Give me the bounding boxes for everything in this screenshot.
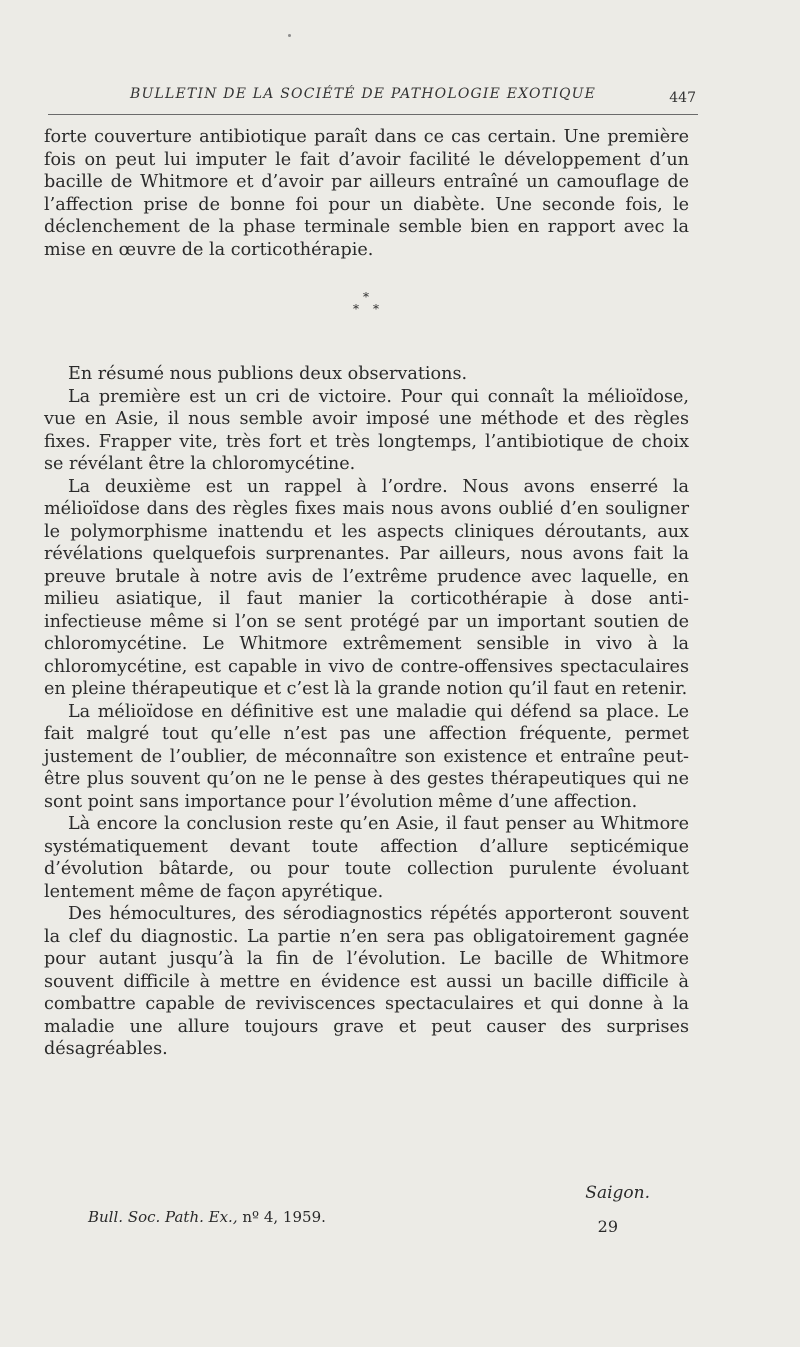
asterism-star-bottom-left: * xyxy=(353,302,359,316)
running-header xyxy=(48,82,698,115)
paragraph-conclusion: Là encore la conclusion reste qu’en Asie, il faut penser au Whitmore systématiquement devant toute affection d’allure septicémique d’évolution bâtarde, ou pour toute collection purulente évoluant lentement même de façon apyrétique. xyxy=(44,814,689,902)
paragraph-continuation: forte couverture antibiotique paraît dans ce cas certain. Une première fois on peut lui imputer le fait d’avoir facilité le développement d’un bacille de Whitmore et d’avoir par ailleurs entraîné un camouflage de l’affection prise de bonne foi pour un diabète. Une seconde fois, le déclenchement de la phase terminale semble bien en rapport avec la mise en œuvre de la corticothérapie. xyxy=(44,127,689,260)
citation-issue: nº 4, 1959. xyxy=(242,1208,326,1226)
asterism-star-top: * xyxy=(363,290,369,304)
paragraph-second-observation: La deuxième est un rappel à l’ordre. Nous avons enserré la mélioïdose dans des règles fixes mais nous avons oublié d’en souligner le polymorphisme inattendu et les aspects cliniques déroutants, aux révélations quelquefois surprenantes. Par ailleurs, nous avons fait la preuve brutale à notre avis de l’extrême prudence avec laquelle, en milieu asiatique, il faut manier la corticothérapie à dose anti-infectieuse même si l’on se sent protégé par un important soutien de chloromycétine. Le Whitmore extrêmement sensible in vivo à la chloromycétine, est capable in vivo de contre-offensives spectaculaires en pleine thérapeutique et c’est là la grande notion qu’il faut en retenir. xyxy=(44,476,689,699)
asterism-star-bottom-right: * xyxy=(373,302,379,316)
page-number: 447 xyxy=(669,90,696,106)
section-asterism xyxy=(44,290,689,345)
running-title: BULLETIN DE LA SOCIÉTÉ DE PATHOLOGIE EXOTIQUE xyxy=(130,86,597,102)
citation-journal: Bull. Soc. Path. Ex., xyxy=(88,1208,238,1226)
print-speck xyxy=(288,34,291,37)
paragraph-disease-definition: La mélioïdose en définitive est une maladie qui défend sa place. Le fait malgré tout qu’elle n’est pas une affection fréquente, permet justement de l’oublier, de méconnaître son existence et entraîne peut-être plus souvent qu’on ne le pense à des gestes thérapeutiques qui ne sont point sans importance pour l’évolution même d’une affection. xyxy=(44,701,689,812)
paragraph-diagnostics: Des hémocultures, des sérodiagnostics répétés apporteront souvent la clef du diagnostic. La partie n’en sera pas obligatoirement gagnée pour autant jusqu’à la fin de l’évolution. Le bacille de Whitmore souvent difficile à mettre en évidence est aussi un bacille difficile à combattre capable de reviviscences spectaculaires et qui donne à la maladie une allure toujours grave et peut causer des surprises désagréables. xyxy=(44,904,689,1059)
paragraph-first-observation: La première est un cri de victoire. Pour qui connaît la mélioïdose, vue en Asie, il nous semble avoir imposé une méthode et des règles fixes. Frapper vite, très fort et très longtemps, l’antibiotique de choix se révélant être la chloromycétine. xyxy=(44,386,689,474)
signature-place: Saigon. xyxy=(585,1183,650,1203)
journal-citation xyxy=(88,1208,326,1226)
paragraph-summary: En résumé nous publions deux observations. xyxy=(68,364,468,384)
sheet-number: 29 xyxy=(597,1217,618,1236)
article-body xyxy=(44,126,689,1061)
